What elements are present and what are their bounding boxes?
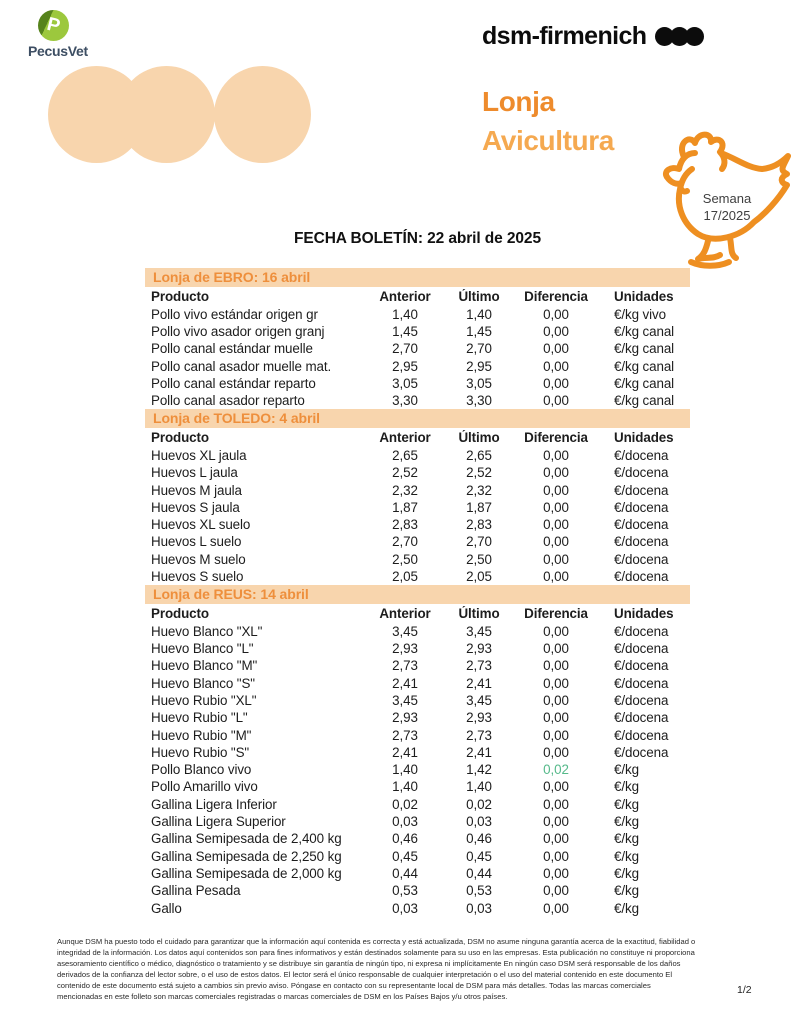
product-name: Gallina Semipesada de 2,000 kg — [151, 865, 342, 881]
ultimo-value: 0,46 — [466, 831, 492, 847]
ultimo-value: 2,65 — [466, 447, 492, 463]
week-badge — [688, 190, 766, 224]
table-row — [145, 306, 690, 323]
column-header: Unidades — [614, 288, 674, 304]
page-number: 1/2 — [737, 984, 752, 996]
ultimo-value: 1,40 — [466, 779, 492, 795]
week-label: Semana — [702, 191, 752, 206]
document-title — [482, 82, 614, 160]
column-header: Unidades — [614, 430, 674, 446]
table-row — [145, 830, 690, 847]
column-header: Anterior — [379, 430, 431, 446]
unidades-value: €/kg canal — [614, 375, 675, 391]
product-name: Huevos M suelo — [151, 551, 246, 567]
anterior-value: 2,95 — [392, 358, 418, 374]
diferencia-value: 0,00 — [543, 796, 569, 812]
diferencia-value: 0,00 — [543, 499, 569, 515]
ultimo-value: 2,05 — [466, 569, 492, 584]
column-header: Producto — [151, 430, 209, 446]
unidades-value: €/docena — [614, 710, 669, 726]
anterior-value: 0,02 — [392, 796, 418, 812]
unidades-value: €/docena — [614, 517, 669, 533]
ultimo-value: 2,41 — [466, 675, 492, 691]
product-name: Gallina Semipesada de 2,400 kg — [151, 831, 342, 847]
diferencia-value: 0,00 — [543, 675, 569, 691]
column-header: Diferencia — [524, 288, 588, 304]
ultimo-value: 0,44 — [466, 865, 492, 881]
table-row — [145, 516, 690, 533]
unidades-value: €/kg — [614, 796, 639, 812]
product-name: Pollo canal asador muelle mat. — [151, 358, 332, 374]
table-row — [145, 796, 690, 813]
ultimo-value: 3,45 — [466, 692, 492, 708]
product-name: Pollo vivo estándar origen gr — [151, 306, 318, 322]
diferencia-value: 0,00 — [543, 341, 569, 357]
anterior-value: 2,52 — [392, 465, 418, 481]
table-row — [145, 499, 690, 516]
unidades-value: €/kg canal — [614, 358, 675, 374]
table-row — [145, 761, 690, 778]
diferencia-value: 0,00 — [543, 569, 569, 584]
anterior-value: 2,41 — [392, 744, 418, 760]
ultimo-value: 0,02 — [466, 796, 492, 812]
product-name: Gallo — [151, 900, 182, 916]
table-row — [145, 623, 690, 640]
diferencia-value: 0,00 — [543, 641, 569, 657]
ultimo-value: 3,05 — [466, 375, 492, 391]
table-row — [145, 464, 690, 481]
diferencia-value: 0,00 — [543, 482, 569, 498]
disclaimer-text: Aunque DSM ha puesto todo el cuidado para garantizar que la información aquí contenida es correcta y está actualizada, DSM no asume ninguna garantía acerca de la exactitud, fiabilidad o integridad de la información. Los datos aquí contenidos son para fines informativos y están destinados solamente para su uso en las empresas. Esta publicación no constituye ni proporciona asesoramiento científico o médico, diagnóstico o tratamiento y se distribuye sin garantía de ningún tipo, ni expresa ni implícitamente En ningún caso DSM será responsable de los daños derivados de la confianza del lector sobre, o el uso de estos datos. El lector será el único responsable de cualquier interpretación o el uso del material contenido en este documento El contenido de este documento está sujeto a cambios sin previo aviso. Póngase en contacto con su representante local de DSM para más detalles. Todas las marcas comerciales mencionadas en este folleto son marcas comerciales registradas o marcas comerciales de DSM en los Países Bajos y/u otros países. — [57, 937, 696, 1001]
decorative-circle — [214, 66, 311, 163]
table-row — [145, 533, 690, 550]
column-header: Anterior — [379, 288, 431, 304]
unidades-value: €/kg canal — [614, 341, 675, 357]
product-name: Pollo canal estándar muelle — [151, 341, 313, 357]
ultimo-value: 2,70 — [466, 341, 492, 357]
anterior-value: 2,65 — [392, 447, 418, 463]
diferencia-value: 0,00 — [543, 848, 569, 864]
section-banner: Lonja de EBRO: 16 abril — [145, 268, 690, 287]
unidades-value: €/kg — [614, 831, 639, 847]
ultimo-value: 2,70 — [466, 534, 492, 550]
unidades-value: €/kg — [614, 814, 639, 830]
diferencia-value: 0,00 — [543, 465, 569, 481]
ultimo-value: 2,93 — [466, 710, 492, 726]
product-name: Huevo Blanco "XL" — [151, 623, 263, 639]
unidades-value: €/docena — [614, 692, 669, 708]
unidades-value: €/kg — [614, 779, 639, 795]
anterior-value: 0,53 — [392, 883, 418, 899]
diferencia-value: 0,00 — [543, 375, 569, 391]
diferencia-value: 0,00 — [543, 306, 569, 322]
product-name: Huevo Rubio "L" — [151, 710, 248, 726]
dsm-firmenich-dots-icon — [655, 27, 704, 46]
price-tables — [145, 268, 690, 917]
product-name: Huevos XL suelo — [151, 517, 251, 533]
anterior-value: 2,83 — [392, 517, 418, 533]
diferencia-value: 0,00 — [543, 865, 569, 881]
product-name: Huevos XL jaula — [151, 447, 247, 463]
column-header: Producto — [151, 288, 209, 304]
product-name: Gallina Ligera Superior — [151, 814, 286, 830]
table-row — [145, 447, 690, 464]
unidades-value: €/kg — [614, 848, 639, 864]
unidades-value: €/docena — [614, 534, 669, 550]
ultimo-value: 1,87 — [466, 499, 492, 515]
ultimo-value: 0,45 — [466, 848, 492, 864]
table-row — [145, 813, 690, 830]
column-header: Anterior — [379, 605, 431, 621]
anterior-value: 0,03 — [392, 900, 418, 916]
diferencia-value: 0,00 — [543, 358, 569, 374]
section-banner: Lonja de TOLEDO: 4 abril — [145, 409, 690, 428]
table-header-row — [145, 287, 690, 306]
table-row — [145, 481, 690, 498]
unidades-value: €/kg — [614, 865, 639, 881]
unidades-value: €/docena — [614, 465, 669, 481]
diferencia-value: 0,00 — [543, 883, 569, 899]
unidades-value: €/kg — [614, 900, 639, 916]
table-row — [145, 744, 690, 761]
ultimo-value: 2,50 — [466, 551, 492, 567]
section-banner: Lonja de REUS: 14 abril — [145, 585, 690, 604]
table-row — [145, 323, 690, 340]
product-name: Pollo canal asador reparto — [151, 393, 305, 409]
anterior-value: 2,41 — [392, 675, 418, 691]
ultimo-value: 1,42 — [466, 762, 492, 778]
ultimo-value: 1,45 — [466, 323, 492, 339]
anterior-value: 2,73 — [392, 658, 418, 674]
unidades-value: €/docena — [614, 499, 669, 515]
diferencia-value: 0,00 — [543, 534, 569, 550]
diferencia-value: 0,00 — [543, 814, 569, 830]
unidades-value: €/docena — [614, 658, 669, 674]
pecusvet-logo — [28, 10, 108, 59]
product-name: Gallina Ligera Inferior — [151, 796, 277, 812]
title-avicultura: Avicultura — [482, 125, 614, 156]
table-row — [145, 778, 690, 795]
product-name: Huevos L jaula — [151, 465, 238, 481]
table-row — [145, 340, 690, 357]
unidades-value: €/docena — [614, 675, 669, 691]
product-name: Pollo vivo asador origen granj — [151, 323, 325, 339]
table-row — [145, 865, 690, 882]
column-header: Último — [458, 288, 500, 304]
anterior-value: 2,73 — [392, 727, 418, 743]
anterior-value: 1,87 — [392, 499, 418, 515]
anterior-value: 1,40 — [392, 779, 418, 795]
product-name: Huevo Blanco "L" — [151, 641, 254, 657]
product-name: Huevo Rubio "XL" — [151, 692, 257, 708]
anterior-value: 0,44 — [392, 865, 418, 881]
dsm-firmenich-logo-text: dsm-firmenich — [482, 22, 647, 50]
anterior-value: 2,70 — [392, 534, 418, 550]
unidades-value: €/docena — [614, 744, 669, 760]
product-name: Huevos S jaula — [151, 499, 240, 515]
unidades-value: €/kg canal — [614, 323, 675, 339]
diferencia-value: 0,00 — [543, 727, 569, 743]
unidades-value: €/docena — [614, 727, 669, 743]
table-row — [145, 675, 690, 692]
pecusvet-logo-icon — [38, 10, 69, 41]
diferencia-value: 0,00 — [543, 692, 569, 708]
diferencia-value: 0,02 — [543, 762, 569, 778]
table-row — [145, 848, 690, 865]
unidades-value: €/kg vivo — [614, 306, 666, 322]
ultimo-value: 1,40 — [466, 306, 492, 322]
diferencia-value: 0,00 — [543, 623, 569, 639]
column-header: Último — [458, 430, 500, 446]
column-header: Unidades — [614, 605, 674, 621]
diferencia-value: 0,00 — [543, 831, 569, 847]
table-row — [145, 882, 690, 899]
product-name: Pollo Amarillo vivo — [151, 779, 258, 795]
product-name: Huevo Blanco "M" — [151, 658, 258, 674]
anterior-value: 0,03 — [392, 814, 418, 830]
pecusvet-logo-letter: P — [44, 13, 63, 37]
anterior-value: 2,93 — [392, 641, 418, 657]
diferencia-value: 0,00 — [543, 658, 569, 674]
anterior-value: 1,40 — [392, 306, 418, 322]
table-row — [145, 375, 690, 392]
anterior-value: 3,05 — [392, 375, 418, 391]
table-row — [145, 568, 690, 585]
unidades-value: €/kg canal — [614, 393, 675, 409]
diferencia-value: 0,00 — [543, 393, 569, 409]
ultimo-value: 3,30 — [466, 393, 492, 409]
anterior-value: 3,45 — [392, 623, 418, 639]
column-header: Diferencia — [524, 605, 588, 621]
anterior-value: 1,45 — [392, 323, 418, 339]
diferencia-value: 0,00 — [543, 744, 569, 760]
pecusvet-logo-text: PecusVet — [28, 43, 88, 59]
anterior-value: 2,93 — [392, 710, 418, 726]
ultimo-value: 2,83 — [466, 517, 492, 533]
product-name: Huevo Rubio "M" — [151, 727, 252, 743]
ultimo-value: 0,03 — [466, 900, 492, 916]
product-name: Huevos S suelo — [151, 569, 244, 584]
table-row — [145, 692, 690, 709]
table-row — [145, 899, 690, 916]
title-lonja: Lonja — [482, 86, 555, 117]
product-name: Huevo Rubio "S" — [151, 744, 250, 760]
table-row — [145, 640, 690, 657]
unidades-value: €/docena — [614, 641, 669, 657]
decorative-circle — [118, 66, 215, 163]
product-name: Pollo Blanco vivo — [151, 762, 252, 778]
chicken-illustration — [642, 126, 791, 276]
unidades-value: €/docena — [614, 569, 669, 584]
diferencia-value: 0,00 — [543, 551, 569, 567]
table-row — [145, 726, 690, 743]
product-name: Huevo Blanco "S" — [151, 675, 255, 691]
product-name: Pollo canal estándar reparto — [151, 375, 316, 391]
product-name: Huevos M jaula — [151, 482, 242, 498]
ultimo-value: 2,73 — [466, 658, 492, 674]
diferencia-value: 0,00 — [543, 900, 569, 916]
unidades-value: €/docena — [614, 482, 669, 498]
unidades-value: €/kg — [614, 762, 639, 778]
anterior-value: 0,46 — [392, 831, 418, 847]
ultimo-value: 2,41 — [466, 744, 492, 760]
diferencia-value: 0,00 — [543, 323, 569, 339]
table-row — [145, 657, 690, 674]
table-row — [145, 551, 690, 568]
bulletin-date: FECHA BOLETÍN: 22 abril de 2025 — [294, 230, 541, 247]
ultimo-value: 2,73 — [466, 727, 492, 743]
dsm-firmenich-logo — [482, 22, 704, 51]
ultimo-value: 0,53 — [466, 883, 492, 899]
table-header-row — [145, 428, 690, 447]
column-header: Producto — [151, 605, 209, 621]
anterior-value: 3,30 — [392, 393, 418, 409]
anterior-value: 1,40 — [392, 762, 418, 778]
unidades-value: €/docena — [614, 623, 669, 639]
ultimo-value: 2,93 — [466, 641, 492, 657]
anterior-value: 2,50 — [392, 551, 418, 567]
ultimo-value: 2,52 — [466, 465, 492, 481]
product-name: Huevos L suelo — [151, 534, 242, 550]
column-header: Último — [458, 605, 500, 621]
product-name: Gallina Pesada — [151, 883, 241, 899]
week-value: 17/2025 — [703, 208, 751, 223]
anterior-value: 2,32 — [392, 482, 418, 498]
ultimo-value: 2,95 — [466, 358, 492, 374]
ultimo-value: 2,32 — [466, 482, 492, 498]
table-header-row — [145, 604, 690, 623]
column-header: Diferencia — [524, 430, 588, 446]
table-row — [145, 392, 690, 409]
ultimo-value: 3,45 — [466, 623, 492, 639]
table-row — [145, 709, 690, 726]
anterior-value: 3,45 — [392, 692, 418, 708]
product-name: Gallina Semipesada de 2,250 kg — [151, 848, 342, 864]
anterior-value: 0,45 — [392, 848, 418, 864]
unidades-value: €/docena — [614, 551, 669, 567]
anterior-value: 2,05 — [392, 569, 418, 584]
anterior-value: 2,70 — [392, 341, 418, 357]
unidades-value: €/docena — [614, 447, 669, 463]
diferencia-value: 0,00 — [543, 517, 569, 533]
diferencia-value: 0,00 — [543, 710, 569, 726]
unidades-value: €/kg — [614, 883, 639, 899]
diferencia-value: 0,00 — [543, 779, 569, 795]
ultimo-value: 0,03 — [466, 814, 492, 830]
table-row — [145, 357, 690, 374]
diferencia-value: 0,00 — [543, 447, 569, 463]
